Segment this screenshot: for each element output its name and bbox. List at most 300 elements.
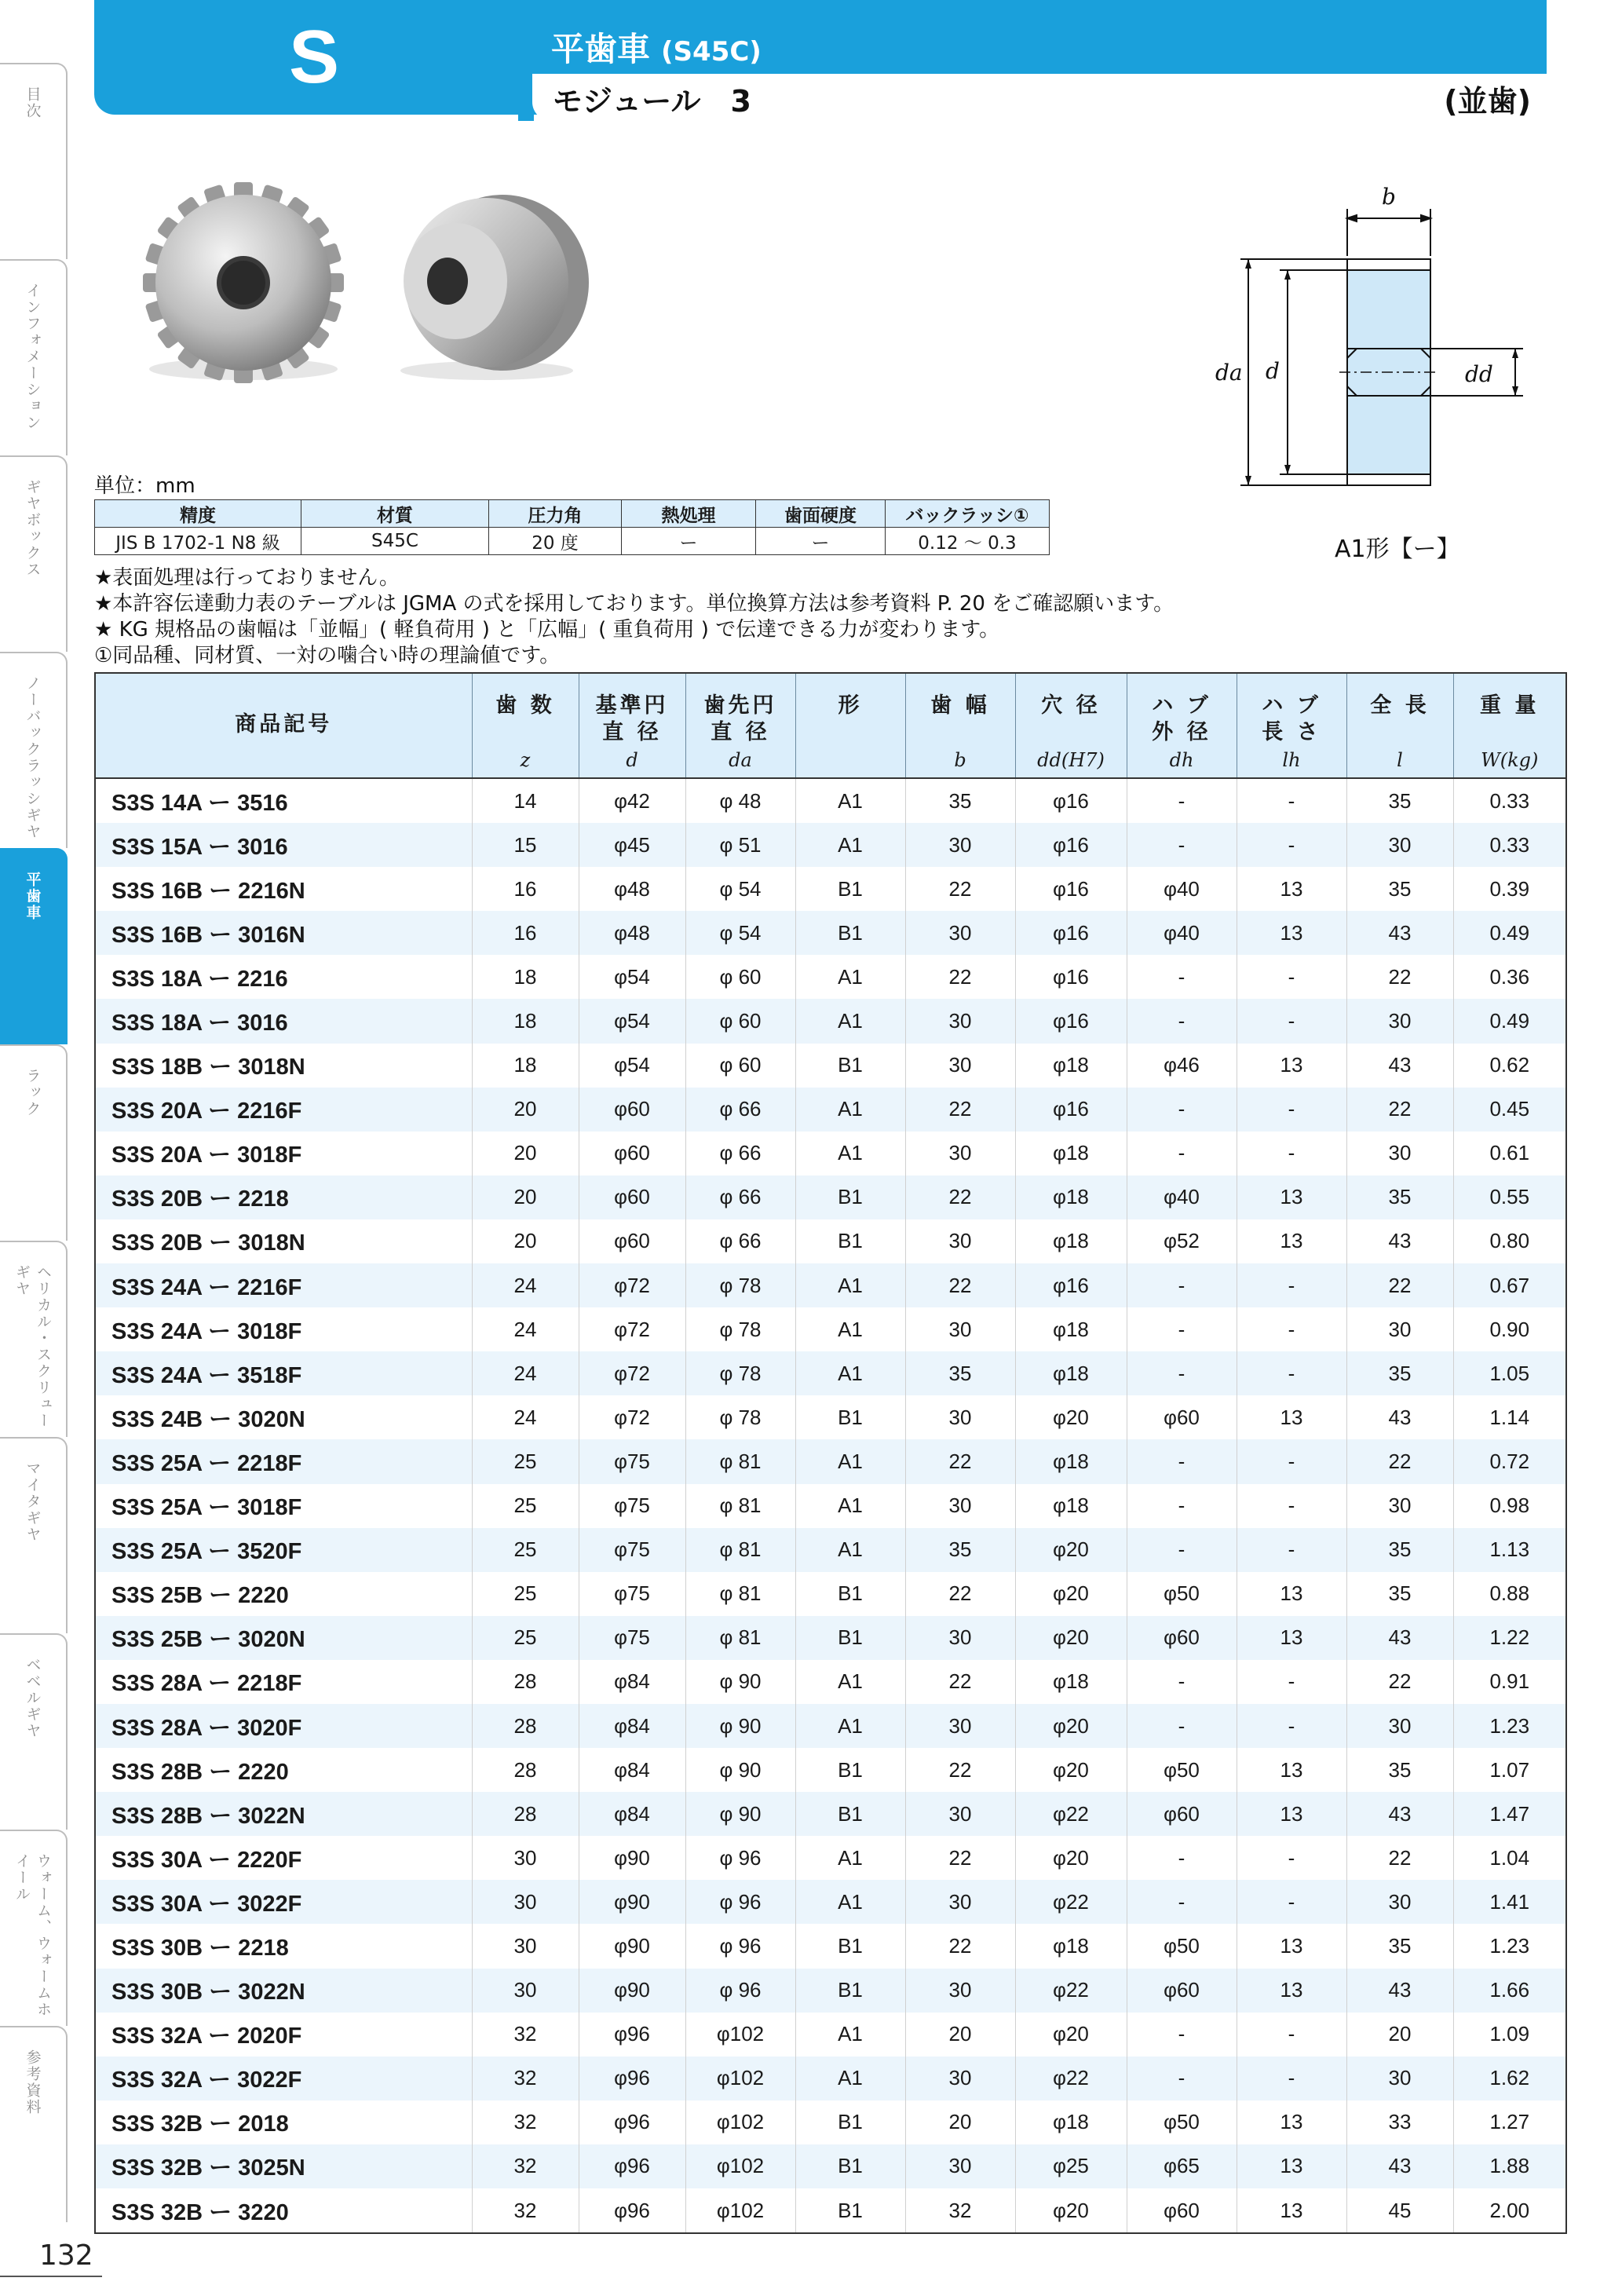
- table-cell: 0.39: [1453, 867, 1566, 911]
- table-cell: 1.13: [1453, 1528, 1566, 1572]
- table-cell: -: [1127, 1704, 1237, 1748]
- product-code-cell: S3S 25A ー 3520F: [95, 1528, 472, 1572]
- table-cell: B1: [795, 1219, 905, 1263]
- product-code-cell: S3S 18A ー 3016: [95, 999, 472, 1043]
- table-cell: 35: [905, 778, 1015, 823]
- table-cell: 20: [1346, 2013, 1453, 2057]
- product-code-cell: S3S 25A ー 2218F: [95, 1439, 472, 1483]
- table-cell: 15: [472, 823, 579, 867]
- table-cell: φ65: [1127, 2144, 1237, 2188]
- product-code-cell: S3S 30B ー 3022N: [95, 1969, 472, 2013]
- table-cell: 1.47: [1453, 1792, 1566, 1836]
- table-cell: φ 90: [685, 1748, 795, 1792]
- table-cell: φ 78: [685, 1263, 795, 1307]
- table-cell: 45: [1346, 2188, 1453, 2233]
- table-cell: φ16: [1015, 1263, 1127, 1307]
- table-cell: 43: [1346, 1395, 1453, 1439]
- product-code-cell: S3S 25B ー 2220: [95, 1572, 472, 1616]
- table-cell: 25: [472, 1528, 579, 1572]
- sidebar-item[interactable]: [0, 2026, 68, 2222]
- spec-header: 精度: [95, 500, 301, 528]
- table-cell: φ46: [1127, 1044, 1237, 1088]
- table-cell: φ20: [1015, 2013, 1127, 2057]
- sidebar-item-label: インフォメーション: [24, 283, 42, 431]
- table-cell: 1.41: [1453, 1880, 1566, 1924]
- column-header-symbol: lh: [1282, 749, 1301, 771]
- table-row: [95, 1484, 1566, 1528]
- table-cell: -: [1237, 1528, 1346, 1572]
- table-cell: 20: [472, 1132, 579, 1175]
- column-header: [685, 673, 795, 778]
- table-cell: B1: [795, 867, 905, 911]
- table-cell: φ 78: [685, 1351, 795, 1395]
- table-cell: φ84: [579, 1748, 685, 1792]
- table-cell: φ 90: [685, 1704, 795, 1748]
- column-header-symbol: d: [626, 749, 638, 771]
- column-header: [95, 673, 472, 778]
- column-header-name: ハ ブ 長 さ: [1262, 693, 1321, 744]
- table-cell: 30: [472, 1880, 579, 1924]
- table-cell: 22: [905, 1175, 1015, 1219]
- table-cell: 13: [1237, 1792, 1346, 1836]
- table-cell: 22: [905, 1572, 1015, 1616]
- table-cell: 13: [1237, 1219, 1346, 1263]
- table-cell: -: [1237, 1351, 1346, 1395]
- product-code-cell: S3S 20A ー 3018F: [95, 1132, 472, 1175]
- table-cell: 22: [905, 1660, 1015, 1704]
- table-cell: 22: [905, 1439, 1015, 1483]
- table-cell: B1: [795, 1044, 905, 1088]
- sidebar-item[interactable]: [0, 455, 68, 652]
- table-cell: 43: [1346, 1219, 1453, 1263]
- table-cell: 0.61: [1453, 1132, 1566, 1175]
- table-cell: φ 90: [685, 1792, 795, 1836]
- table-cell: φ90: [579, 1836, 685, 1880]
- table-cell: 32: [472, 2013, 579, 2057]
- table-cell: B1: [795, 911, 905, 955]
- column-header-name: 歯 幅: [930, 693, 990, 718]
- spec-value: 20 度: [489, 528, 622, 555]
- table-row: [95, 2144, 1566, 2188]
- sidebar-item[interactable]: [0, 1241, 68, 1437]
- table-cell: 0.90: [1453, 1307, 1566, 1351]
- table-cell: φ48: [579, 911, 685, 955]
- table-cell: φ 96: [685, 1880, 795, 1924]
- gear-photo-angled: [369, 188, 605, 385]
- table-cell: B1: [795, 1969, 905, 2013]
- table-cell: φ102: [685, 2188, 795, 2233]
- table-cell: 24: [472, 1351, 579, 1395]
- column-header: [1346, 673, 1453, 778]
- table-cell: φ96: [579, 2144, 685, 2188]
- table-cell: B1: [795, 1395, 905, 1439]
- table-cell: 35: [1346, 1528, 1453, 1572]
- table-cell: φ40: [1127, 911, 1237, 955]
- column-header: [795, 673, 905, 778]
- table-cell: φ54: [579, 999, 685, 1043]
- table-cell: 28: [472, 1748, 579, 1792]
- table-cell: φ96: [579, 2188, 685, 2233]
- table-cell: 16: [472, 911, 579, 955]
- table-cell: 35: [1346, 1748, 1453, 1792]
- table-cell: 22: [1346, 955, 1453, 999]
- table-cell: φ72: [579, 1395, 685, 1439]
- column-header-name: 商品記号: [235, 712, 333, 737]
- table-cell: 43: [1346, 1616, 1453, 1660]
- table-cell: -: [1237, 1263, 1346, 1307]
- table-cell: 30: [1346, 1307, 1453, 1351]
- product-code-cell: S3S 28B ー 2220: [95, 1748, 472, 1792]
- table-cell: A1: [795, 1704, 905, 1748]
- table-cell: φ50: [1127, 1748, 1237, 1792]
- table-cell: -: [1127, 823, 1237, 867]
- table-cell: -: [1237, 1836, 1346, 1880]
- table-cell: φ60: [579, 1219, 685, 1263]
- table-cell: -: [1127, 1836, 1237, 1880]
- table-cell: φ72: [579, 1263, 685, 1307]
- table-cell: φ16: [1015, 999, 1127, 1043]
- table-cell: φ84: [579, 1660, 685, 1704]
- note-line: ★表面処理は行っておりません。: [94, 566, 400, 590]
- table-header-row: [95, 673, 1566, 778]
- table-cell: φ72: [579, 1307, 685, 1351]
- table-cell: φ60: [1127, 1969, 1237, 2013]
- table-cell: 22: [905, 955, 1015, 999]
- table-cell: φ22: [1015, 1880, 1127, 1924]
- product-code-cell: S3S 24B ー 3020N: [95, 1395, 472, 1439]
- table-cell: -: [1237, 1132, 1346, 1175]
- table-cell: -: [1127, 1439, 1237, 1483]
- table-cell: 1.23: [1453, 1924, 1566, 1968]
- dim-label-b: b: [1382, 184, 1396, 210]
- table-cell: 22: [905, 1088, 1015, 1132]
- product-code-cell: S3S 16B ー 3016N: [95, 911, 472, 955]
- table-cell: φ20: [1015, 1748, 1127, 1792]
- table-cell: φ40: [1127, 867, 1237, 911]
- product-code-cell: S3S 30A ー 3022F: [95, 1880, 472, 1924]
- product-code-cell: S3S 28A ー 3020F: [95, 1704, 472, 1748]
- spec-header-row: [95, 500, 1050, 528]
- table-cell: -: [1237, 1439, 1346, 1483]
- table-cell: φ20: [1015, 1395, 1127, 1439]
- table-cell: 20: [472, 1175, 579, 1219]
- table-cell: 30: [905, 1792, 1015, 1836]
- product-code-cell: S3S 18B ー 3018N: [95, 1044, 472, 1088]
- sidebar-item[interactable]: [0, 1633, 68, 1830]
- table-cell: 22: [1346, 1660, 1453, 1704]
- product-table: [94, 672, 1567, 2234]
- table-cell: -: [1237, 999, 1346, 1043]
- table-cell: φ 78: [685, 1307, 795, 1351]
- table-cell: 1.23: [1453, 1704, 1566, 1748]
- column-header-name: 基準円 直 径: [595, 693, 669, 744]
- table-row: [95, 1395, 1566, 1439]
- table-cell: 35: [1346, 1924, 1453, 1968]
- material-label: (S45C): [661, 36, 762, 68]
- table-cell: -: [1127, 1263, 1237, 1307]
- spec-value: JIS B 1702-1 N8 級: [95, 528, 301, 555]
- table-cell: φ60: [579, 1175, 685, 1219]
- dim-label-dd: dd: [1465, 361, 1493, 387]
- table-cell: 20: [472, 1219, 579, 1263]
- table-cell: 35: [1346, 778, 1453, 823]
- table-cell: -: [1127, 1088, 1237, 1132]
- sidebar-item[interactable]: [0, 652, 68, 848]
- spec-value-row: [95, 528, 1050, 555]
- sidebar-item-label: ウォーム、ウォームホイール: [13, 1853, 52, 2018]
- note-line: ①同品種、同材質、一対の噛合い時の理論値です。: [94, 644, 561, 667]
- table-cell: 28: [472, 1660, 579, 1704]
- sidebar-item[interactable]: [0, 848, 68, 1044]
- table-cell: φ20: [1015, 1704, 1127, 1748]
- table-cell: 0.36: [1453, 955, 1566, 999]
- table-cell: 22: [905, 1748, 1015, 1792]
- spec-value: ー: [756, 528, 886, 555]
- table-cell: A1: [795, 2013, 905, 2057]
- table-row: [95, 867, 1566, 911]
- table-row: [95, 1836, 1566, 1880]
- table-cell: 35: [1346, 1351, 1453, 1395]
- table-cell: -: [1237, 1880, 1346, 1924]
- product-code-cell: S3S 32B ー 3220: [95, 2188, 472, 2233]
- product-code-cell: S3S 16B ー 2216N: [95, 867, 472, 911]
- table-row: [95, 2188, 1566, 2233]
- page-number-rule: [0, 2276, 102, 2277]
- table-cell: φ102: [685, 2057, 795, 2100]
- dim-label-da: da: [1215, 360, 1243, 386]
- product-code-cell: S3S 20A ー 2216F: [95, 1088, 472, 1132]
- table-row: [95, 1044, 1566, 1088]
- product-code-cell: S3S 25B ー 3020N: [95, 1616, 472, 1660]
- table-cell: -: [1237, 1484, 1346, 1528]
- table-cell: 30: [905, 1704, 1015, 1748]
- table-cell: -: [1127, 1484, 1237, 1528]
- table-cell: φ75: [579, 1572, 685, 1616]
- table-cell: -: [1237, 1088, 1346, 1132]
- table-cell: -: [1237, 1660, 1346, 1704]
- page-number: 132: [39, 2239, 93, 2272]
- table-cell: 13: [1237, 2188, 1346, 2233]
- table-cell: 30: [1346, 2057, 1453, 2100]
- table-cell: 30: [905, 911, 1015, 955]
- table-cell: 13: [1237, 911, 1346, 955]
- column-header: [1127, 673, 1237, 778]
- table-cell: φ90: [579, 1969, 685, 2013]
- table-cell: B1: [795, 2188, 905, 2233]
- table-row: [95, 1748, 1566, 1792]
- table-cell: φ90: [579, 1880, 685, 1924]
- product-code-cell: S3S 28A ー 2218F: [95, 1660, 472, 1704]
- note-line: ★ KG 規格品の歯幅は「並幅」( 軽負荷用 ) と「広幅」( 重負荷用 ) で伝達できる力が変わります。: [94, 618, 1000, 642]
- table-cell: φ48: [579, 867, 685, 911]
- table-cell: φ 81: [685, 1572, 795, 1616]
- table-row: [95, 1351, 1566, 1395]
- table-cell: 35: [1346, 1175, 1453, 1219]
- column-header-name: 歯先円 直 径: [703, 693, 777, 744]
- table-cell: φ102: [685, 2013, 795, 2057]
- product-code-cell: S3S 32A ー 3022F: [95, 2057, 472, 2100]
- table-cell: φ75: [579, 1616, 685, 1660]
- product-code-cell: S3S 30B ー 2218: [95, 1924, 472, 1968]
- product-code-cell: S3S 14A ー 3516: [95, 778, 472, 823]
- table-cell: 0.67: [1453, 1263, 1566, 1307]
- table-cell: 30: [905, 1616, 1015, 1660]
- table-cell: 18: [472, 1044, 579, 1088]
- column-header-name: 歯 数: [495, 693, 555, 718]
- table-cell: 1.22: [1453, 1616, 1566, 1660]
- table-cell: 13: [1237, 867, 1346, 911]
- table-cell: 25: [472, 1484, 579, 1528]
- table-cell: φ22: [1015, 1792, 1127, 1836]
- table-cell: 22: [905, 1924, 1015, 1968]
- table-cell: 30: [905, 1484, 1015, 1528]
- table-cell: 35: [905, 1351, 1015, 1395]
- product-code-cell: S3S 28B ー 3022N: [95, 1792, 472, 1836]
- table-row: [95, 1088, 1566, 1132]
- dim-label-d: d: [1266, 358, 1280, 384]
- table-cell: φ96: [579, 2100, 685, 2144]
- table-cell: A1: [795, 999, 905, 1043]
- sidebar-item[interactable]: [0, 63, 68, 259]
- table-cell: 0.98: [1453, 1484, 1566, 1528]
- table-cell: φ54: [579, 955, 685, 999]
- table-cell: 0.49: [1453, 911, 1566, 955]
- table-cell: -: [1127, 1132, 1237, 1175]
- spec-header: 熱処理: [622, 500, 756, 528]
- header-divider: [518, 74, 534, 121]
- table-cell: -: [1127, 999, 1237, 1043]
- table-cell: -: [1127, 955, 1237, 999]
- table-cell: 0.55: [1453, 1175, 1566, 1219]
- table-cell: 30: [472, 1969, 579, 2013]
- table-cell: φ60: [1127, 1395, 1237, 1439]
- table-cell: φ20: [1015, 2188, 1127, 2233]
- sidebar-item[interactable]: [0, 1437, 68, 1633]
- sidebar-item[interactable]: [0, 259, 68, 455]
- product-code-cell: S3S 25A ー 3018F: [95, 1484, 472, 1528]
- table-row: [95, 1263, 1566, 1307]
- table-cell: 0.49: [1453, 999, 1566, 1043]
- gear-dimension-diagram: [1193, 181, 1554, 550]
- spec-header: 材質: [301, 500, 489, 528]
- table-cell: φ20: [1015, 1572, 1127, 1616]
- table-cell: 13: [1237, 1395, 1346, 1439]
- table-cell: -: [1237, 823, 1346, 867]
- table-cell: 30: [1346, 1704, 1453, 1748]
- table-cell: 28: [472, 1704, 579, 1748]
- table-cell: 14: [472, 778, 579, 823]
- table-cell: -: [1237, 2057, 1346, 2100]
- table-cell: -: [1127, 1660, 1237, 1704]
- diagram-caption: A1形【ー】: [1335, 536, 1460, 563]
- table-cell: 0.33: [1453, 823, 1566, 867]
- table-cell: φ 81: [685, 1484, 795, 1528]
- table-cell: 30: [905, 1880, 1015, 1924]
- table-cell: φ18: [1015, 1132, 1127, 1175]
- table-cell: 32: [905, 2188, 1015, 2233]
- table-cell: φ20: [1015, 1528, 1127, 1572]
- product-code-cell: S3S 30A ー 2220F: [95, 1836, 472, 1880]
- table-cell: 0.88: [1453, 1572, 1566, 1616]
- table-cell: -: [1127, 1528, 1237, 1572]
- table-cell: 24: [472, 1395, 579, 1439]
- table-cell: 30: [905, 1219, 1015, 1263]
- table-cell: 13: [1237, 2144, 1346, 2188]
- sidebar-item-label: ギヤボックス: [24, 479, 42, 578]
- table-cell: 22: [905, 867, 1015, 911]
- column-header-symbol: dh: [1169, 749, 1194, 771]
- table-row: [95, 1880, 1566, 1924]
- table-cell: φ84: [579, 1704, 685, 1748]
- table-cell: A1: [795, 1088, 905, 1132]
- product-code-cell: S3S 24A ー 3018F: [95, 1307, 472, 1351]
- table-cell: A1: [795, 1880, 905, 1924]
- table-cell: φ18: [1015, 1307, 1127, 1351]
- table-cell: φ16: [1015, 778, 1127, 823]
- table-row: [95, 1175, 1566, 1219]
- table-cell: 13: [1237, 1924, 1346, 1968]
- table-cell: φ18: [1015, 1439, 1127, 1483]
- table-cell: 13: [1237, 1572, 1346, 1616]
- table-cell: 0.62: [1453, 1044, 1566, 1088]
- table-cell: φ 51: [685, 823, 795, 867]
- table-cell: φ75: [579, 1528, 685, 1572]
- table-cell: -: [1127, 1880, 1237, 1924]
- page-title: [551, 24, 762, 71]
- sidebar-item[interactable]: [0, 1044, 68, 1241]
- table-cell: φ60: [1127, 1792, 1237, 1836]
- table-cell: φ 66: [685, 1088, 795, 1132]
- column-header-symbol: dd(H7): [1037, 749, 1105, 771]
- table-cell: B1: [795, 2144, 905, 2188]
- table-cell: -: [1237, 778, 1346, 823]
- column-header: [472, 673, 579, 778]
- sidebar-item[interactable]: [0, 1830, 68, 2026]
- table-cell: φ50: [1127, 2100, 1237, 2144]
- table-cell: A1: [795, 1263, 905, 1307]
- table-cell: 0.80: [1453, 1219, 1566, 1263]
- table-cell: 22: [905, 1263, 1015, 1307]
- spec-table: [94, 499, 1050, 555]
- table-row: [95, 1439, 1566, 1483]
- table-cell: φ18: [1015, 1175, 1127, 1219]
- table-cell: 13: [1237, 1616, 1346, 1660]
- sidebar-item-label: 参考資料: [24, 2049, 42, 2115]
- table-cell: 32: [472, 2100, 579, 2144]
- table-cell: -: [1127, 1307, 1237, 1351]
- table-cell: B1: [795, 1792, 905, 1836]
- table-cell: A1: [795, 1836, 905, 1880]
- spec-value: 0.12 〜 0.3: [886, 528, 1050, 555]
- table-cell: 20: [472, 1088, 579, 1132]
- title-text: 平歯車: [551, 30, 651, 68]
- sidebar-item-label: ノーバックラッシギヤ: [24, 675, 42, 840]
- table-row: [95, 2013, 1566, 2057]
- spec-header: バックラッシ①: [886, 500, 1050, 528]
- table-cell: 30: [1346, 823, 1453, 867]
- table-cell: A1: [795, 2057, 905, 2100]
- table-row: [95, 1528, 1566, 1572]
- table-cell: 13: [1237, 2100, 1346, 2144]
- table-cell: 30: [1346, 999, 1453, 1043]
- table-cell: φ25: [1015, 2144, 1127, 2188]
- table-cell: φ18: [1015, 1219, 1127, 1263]
- table-row: [95, 2100, 1566, 2144]
- table-cell: 1.05: [1453, 1351, 1566, 1395]
- column-header: [1237, 673, 1346, 778]
- product-code-cell: S3S 32B ー 2018: [95, 2100, 472, 2144]
- table-cell: φ 66: [685, 1175, 795, 1219]
